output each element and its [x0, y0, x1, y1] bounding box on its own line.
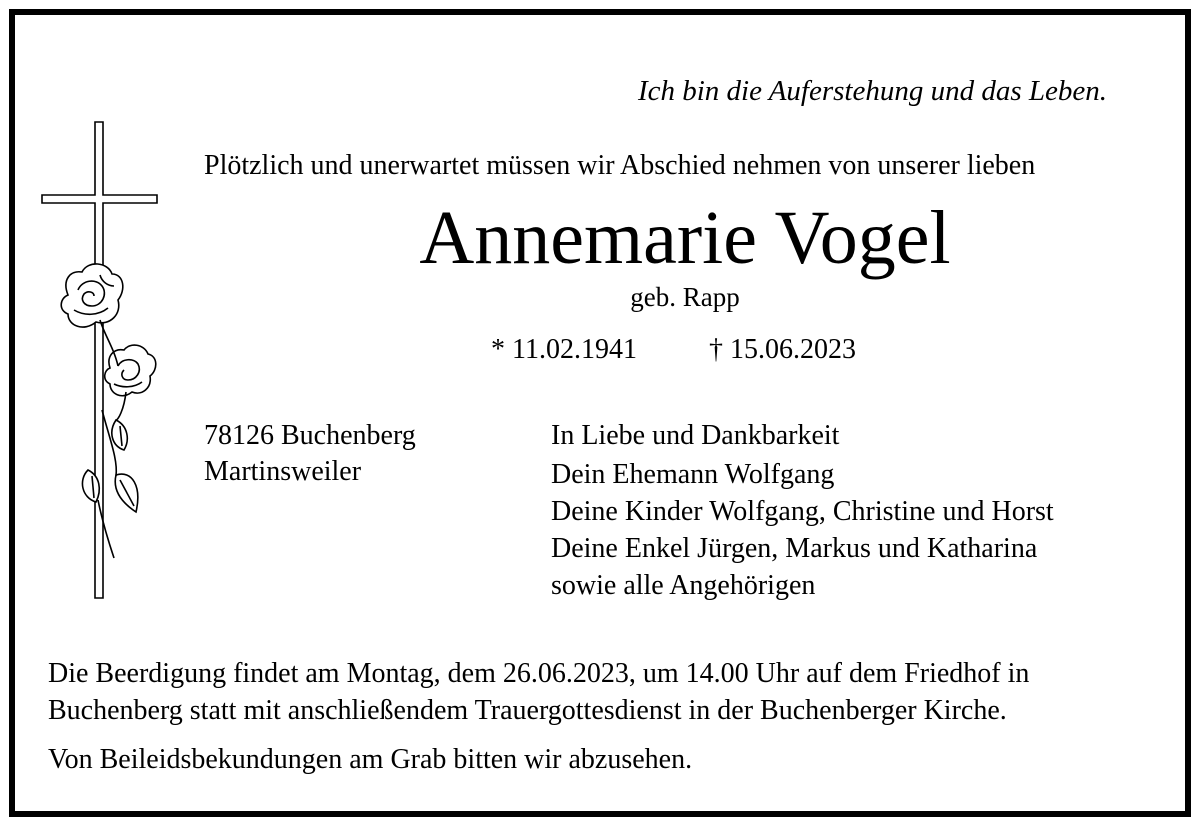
- funeral-line-2: Buchenberg statt mit anschließendem Trauergottesdienst in der Buchenberger Kirche.: [48, 695, 1007, 726]
- birth-date: * 11.02.1941: [491, 334, 637, 365]
- location-line-2: Martinsweiler: [204, 456, 362, 487]
- intro-text: Plötzlich und unerwartet müssen wir Abschied nehmen von unserer lieben: [204, 150, 1036, 181]
- maiden-name: geb. Rapp: [630, 282, 740, 312]
- family-closing: In Liebe und Dankbarkeit: [551, 420, 840, 451]
- funeral-line-1: Die Beerdigung findet am Montag, dem 26.06.2023, um 14.00 Uhr auf dem Friedhof in: [48, 658, 1030, 689]
- deceased-name: Annemarie Vogel: [419, 196, 951, 280]
- family-line: Dein Ehemann Wolfgang: [551, 459, 835, 490]
- cross-with-roses-icon: [38, 120, 163, 600]
- family-line: sowie alle Angehörigen: [551, 570, 816, 601]
- death-date: † 15.06.2023: [709, 334, 856, 365]
- family-line: Deine Kinder Wolfgang, Christine und Horst: [551, 496, 1054, 527]
- bible-quote: Ich bin die Auferstehung und das Leben.: [637, 75, 1107, 107]
- location-line-1: 78126 Buchenberg: [204, 420, 416, 451]
- family-line: Deine Enkel Jürgen, Markus und Katharina: [551, 533, 1038, 564]
- condolence-note: Von Beileidsbekundungen am Grab bitten wir abzusehen.: [48, 744, 693, 775]
